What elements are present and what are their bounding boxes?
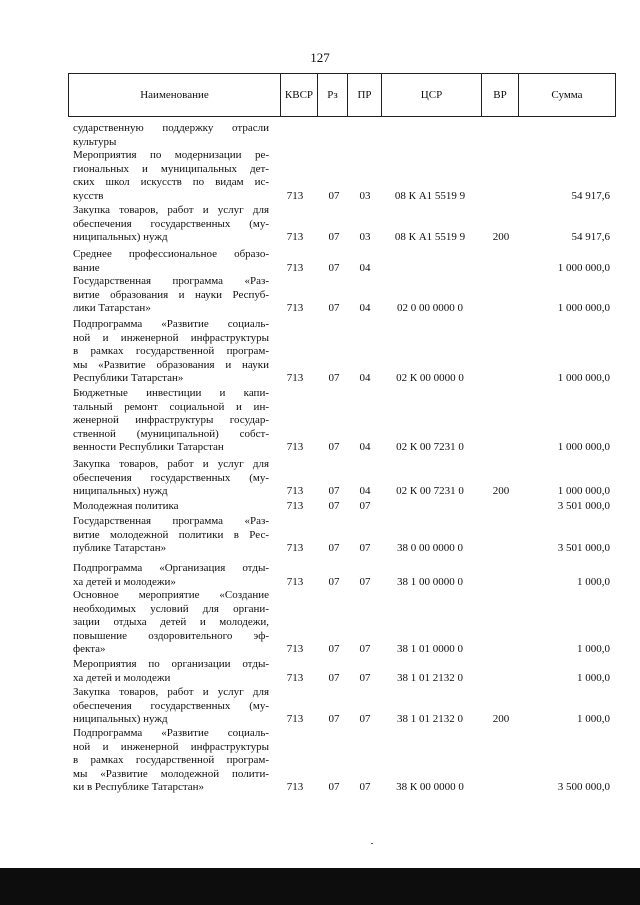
row-kvsr: 713 [286, 261, 304, 274]
row-name-line: фекта» [73, 643, 106, 655]
scan-border [0, 868, 640, 905]
row-sum: 1 000 000,0 [557, 485, 610, 497]
table-row [0, 318, 640, 386]
row-name-line: Молодежная политика [73, 500, 179, 512]
row-sum: 54 917,6 [571, 189, 610, 202]
row-rz: 07 [328, 231, 340, 243]
row-name-line: женерной инфраструктуры государ- [73, 414, 269, 426]
row-csr: 08 К А1 5519 9 [394, 231, 466, 243]
row-name [73, 149, 269, 203]
row-name-line: Государственная программа «Раз- [73, 515, 269, 527]
row-name-line: Основное мероприятие «Создание [73, 589, 269, 601]
row-name-line: Государственная программа «Раз- [73, 275, 269, 287]
table-row [0, 122, 640, 149]
row-sum: 1 000,0 [577, 671, 610, 684]
row-name [73, 275, 269, 316]
row-kvsr: 713 [286, 713, 304, 725]
row-name [73, 515, 269, 556]
row-sum: 1 000,0 [577, 575, 610, 588]
row-name-line: ки в Республике Татарстан» [73, 781, 205, 793]
row-name-line: Подпрограмма «Развитие социаль- [73, 727, 269, 739]
row-kvsr: 713 [286, 671, 304, 684]
row-pr: 07 [359, 643, 371, 655]
row-name-line: ственной (муниципальной) собст- [73, 427, 269, 440]
row-name-line: ха детей и молодежи» [73, 575, 176, 588]
row-name-line: венности Республики Татарстан [73, 441, 224, 453]
row-name [73, 318, 269, 386]
row-name [73, 658, 269, 685]
row-name [73, 458, 269, 499]
row-pr: 04 [359, 485, 371, 497]
column-header-sum: Сумма [551, 89, 583, 101]
table-row [0, 149, 640, 203]
table-row [0, 204, 640, 245]
row-name-line: культуры [73, 135, 117, 148]
row-rz: 07 [328, 781, 340, 793]
row-name [73, 204, 269, 245]
row-name-line: публике Татарстан» [73, 542, 167, 554]
row-name-line: Бюджетные инвестиции и капи- [73, 387, 269, 399]
row-rz: 07 [328, 485, 340, 497]
table-row [0, 562, 640, 589]
table-row [0, 515, 640, 556]
row-pr: 04 [359, 261, 371, 274]
row-name-line: Закупка товаров, работ и услуг для [73, 204, 269, 216]
row-kvsr: 713 [286, 542, 304, 554]
row-kvsr: 713 [286, 485, 304, 497]
row-csr: 02 0 00 0000 0 [397, 302, 463, 314]
row-pr: 07 [359, 542, 371, 554]
row-kvsr: 713 [286, 781, 304, 793]
row-sum: 1 000 000,0 [557, 302, 610, 314]
row-rz: 07 [328, 372, 340, 384]
row-csr: 08 К А1 5519 9 [394, 189, 466, 202]
table-row [0, 658, 640, 685]
row-name-line: Закупка товаров, работ и услуг для [73, 458, 269, 470]
row-name [73, 727, 269, 795]
table-row [0, 275, 640, 316]
row-name-line: вание [73, 261, 100, 274]
row-sum: 3 501 000,0 [557, 500, 610, 512]
row-name-line: Подпрограмма «Развитие социаль- [73, 318, 269, 330]
scan-speck [371, 843, 373, 844]
page-number: 127 [310, 50, 330, 65]
row-pr: 07 [359, 575, 371, 588]
row-rz: 07 [328, 671, 340, 684]
table-row [0, 727, 640, 795]
row-kvsr: 713 [286, 372, 304, 384]
row-csr: 38 1 01 2132 0 [397, 671, 463, 684]
column-header-vr: ВР [482, 74, 519, 116]
row-csr: 02 К 00 7231 0 [396, 485, 464, 497]
row-vr: 200 [492, 485, 510, 497]
row-rz: 07 [328, 500, 340, 512]
row-name-line: ной и инженерной инфраструктуры [73, 740, 269, 753]
row-csr: 38 К 00 0000 0 [396, 781, 464, 793]
row-vr: 200 [492, 713, 510, 725]
row-kvsr: 713 [286, 231, 304, 243]
row-rz: 07 [328, 643, 340, 655]
row-pr: 04 [359, 302, 371, 314]
column-header-pr: ПР [348, 74, 382, 116]
row-name-line: зации отдыха детей и молодежи, [73, 616, 269, 628]
row-sum: 1 000,0 [577, 713, 610, 725]
table-row [0, 686, 640, 727]
row-name [73, 387, 269, 455]
row-rz: 07 [328, 302, 340, 314]
row-name-line: повышение оздоровительного эф- [73, 629, 269, 642]
row-name [73, 500, 269, 514]
row-csr: 02 К 00 0000 0 [396, 372, 464, 384]
row-name-line: необходимых условий для органи- [73, 602, 269, 615]
row-name-line: Среднее профессиональное образо- [73, 248, 269, 260]
row-name [73, 589, 269, 657]
row-sum: 1 000 000,0 [557, 261, 610, 274]
row-kvsr: 713 [286, 302, 304, 314]
row-pr: 07 [359, 713, 371, 725]
row-name-line: обеспечения государственных (му- [73, 217, 269, 230]
row-sum: 54 917,6 [571, 231, 610, 243]
row-rz: 07 [328, 261, 340, 274]
table-row [0, 248, 640, 275]
row-rz: 07 [328, 189, 340, 202]
row-name-line: Мероприятия по организации отды- [73, 658, 269, 670]
row-pr: 07 [359, 500, 371, 512]
row-name-line: Мероприятия по модернизации ре- [73, 149, 269, 161]
row-name-line: лики Татарстан» [73, 302, 151, 314]
row-name-line: ских школ искусств по видам ис- [73, 176, 269, 188]
table-row [0, 458, 640, 499]
row-kvsr: 713 [286, 643, 304, 655]
row-pr: 07 [359, 781, 371, 793]
row-name-line: гиональных и муниципальных дет- [73, 162, 269, 175]
column-header-kvsr: КВСР [281, 74, 318, 116]
row-pr: 04 [359, 372, 371, 384]
row-name-line: мы «Развитие молодежной полити- [73, 767, 269, 780]
row-pr: 03 [359, 231, 371, 243]
row-csr: 38 1 00 0000 0 [397, 575, 463, 588]
row-name [73, 686, 269, 727]
row-name-line: в рамках государственной програм- [73, 345, 269, 357]
row-name [73, 562, 269, 589]
column-header-name: Наименование [69, 74, 281, 116]
column-header-csr: ЦСР [382, 74, 482, 116]
row-name-line: ной и инженерной инфраструктуры [73, 331, 269, 344]
row-name-line: тальный ремонт социальной и ин- [73, 400, 269, 413]
row-sum: 1 000 000,0 [557, 441, 610, 453]
row-rz: 07 [328, 713, 340, 725]
row-sum: 1 000 000,0 [557, 372, 610, 384]
row-rz: 07 [328, 542, 340, 554]
row-kvsr: 713 [286, 500, 304, 512]
row-name-line: кусств [73, 189, 104, 202]
row-name-line: ниципальных) нужд [73, 713, 168, 725]
row-csr: 38 1 01 2132 0 [397, 713, 463, 725]
row-name-line: Закупка товаров, работ и услуг для [73, 686, 269, 698]
row-pr: 04 [359, 441, 371, 453]
row-csr: 38 0 00 0000 0 [397, 542, 463, 554]
table-row [0, 500, 640, 514]
row-name-line: Подпрограмма «Организация отды- [73, 562, 269, 574]
row-sum: 3 500 000,0 [557, 781, 610, 793]
row-name-line: обеспечения государственных (му- [73, 471, 269, 484]
row-name-line: ниципальных) нужд [73, 485, 168, 497]
row-name-line: витие молодежной политики в Рес- [73, 528, 269, 541]
row-sum: 3 501 000,0 [557, 542, 610, 554]
row-name-line: ха детей и молодежи [73, 671, 171, 684]
row-name [73, 122, 269, 149]
table-row [0, 589, 640, 657]
row-sum: 1 000,0 [577, 643, 610, 655]
row-pr: 07 [359, 671, 371, 684]
row-name-line: обеспечения государственных (му- [73, 699, 269, 712]
row-rz: 07 [328, 575, 340, 588]
row-name-line: мы «Развитие образования и науки [73, 358, 269, 371]
row-kvsr: 713 [286, 575, 304, 588]
row-name [73, 248, 269, 275]
row-name-line: ниципальных) нужд [73, 231, 168, 243]
row-pr: 03 [359, 189, 371, 202]
row-kvsr: 713 [286, 441, 304, 453]
row-vr: 200 [492, 231, 510, 243]
row-csr: 38 1 01 0000 0 [397, 643, 463, 655]
row-kvsr: 713 [286, 189, 304, 202]
row-name-line: Республики Татарстан» [73, 372, 184, 384]
column-header-rz: Рз [318, 74, 348, 116]
row-rz: 07 [328, 441, 340, 453]
row-name-line: в рамках государственной програм- [73, 754, 269, 766]
row-name-line: витие образования и науки Респуб- [73, 288, 269, 301]
row-csr: 02 К 00 7231 0 [396, 441, 464, 453]
table-row [0, 387, 640, 455]
row-name-line: сударственную поддержку отрасли [73, 122, 269, 134]
